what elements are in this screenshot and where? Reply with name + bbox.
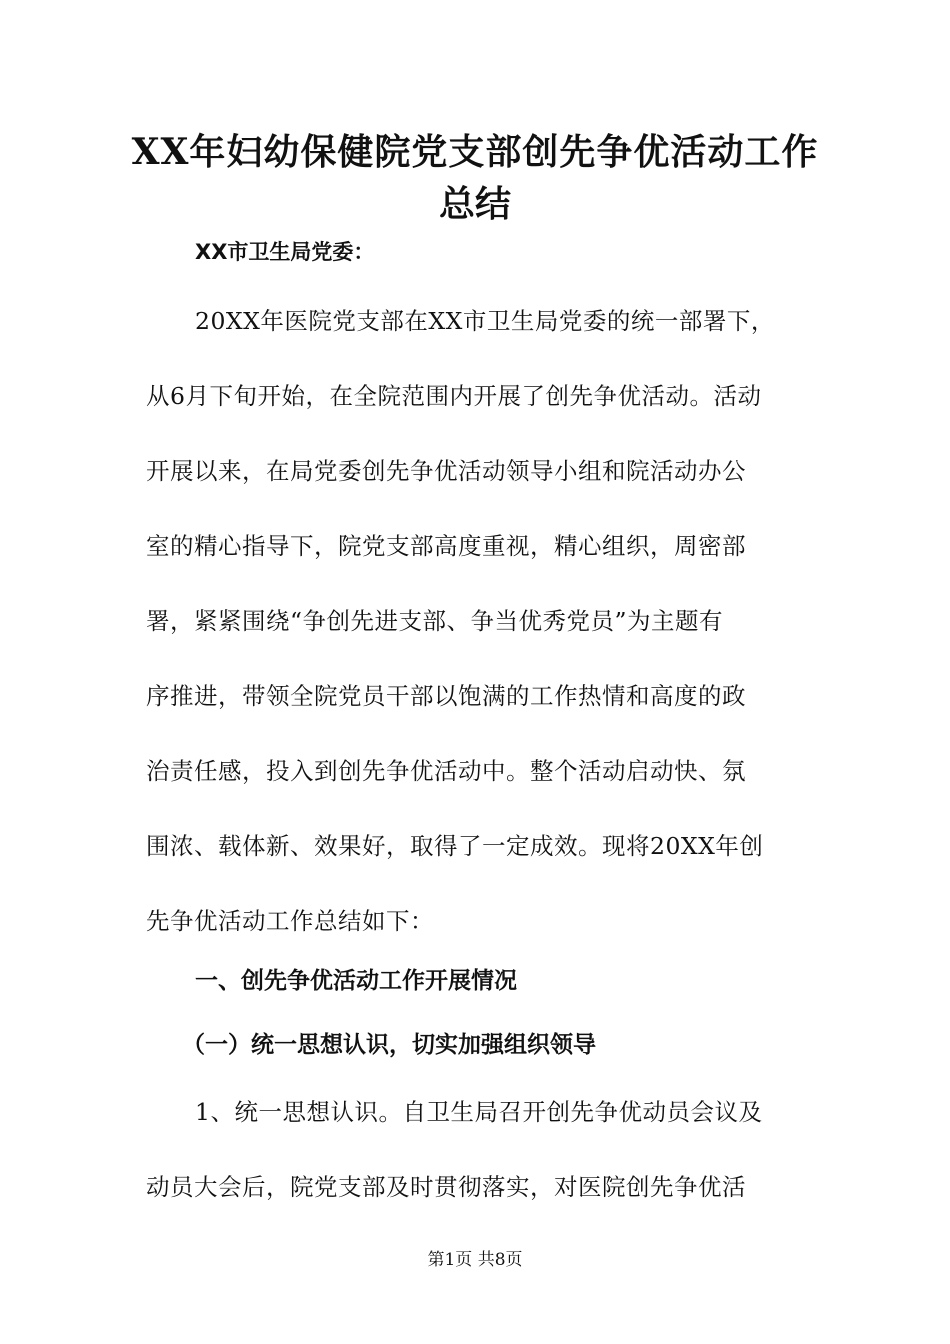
paragraph-1-line: 室的精心指导下，院党支部高度重视，精心组织，周密部 xyxy=(146,532,746,560)
paragraph-2-line: 动员大会后，院党支部及时贯彻落实，对医院创先争优活 xyxy=(146,1173,746,1201)
salutation: XX市卫生局党委： xyxy=(195,240,375,264)
paragraph-1-line: 从6月下旬开始，在全院范围内开展了创先争优活动。活动 xyxy=(146,382,762,410)
document-title-line-2: 总结 xyxy=(438,183,511,225)
page-number-footer: 第1页 共8页 xyxy=(427,1250,523,1270)
subsection-1-heading: （一）统一思想认识，切实加强组织领导 xyxy=(182,1032,596,1058)
paragraph-1-line: 序推进，带领全院党员干部以饱满的工作热情和高度的政 xyxy=(146,682,746,710)
paragraph-1-line: 署，紧紧围绕“争创先进支部、争当优秀党员”为主题有 xyxy=(146,607,724,635)
section-1-heading: 一、创先争优活动工作开展情况 xyxy=(195,968,517,994)
paragraph-1-line: 围浓、载体新、效果好，取得了一定成效。现将20XX年创 xyxy=(146,832,764,860)
document-title-line-1: XX年妇幼保健院党支部创先争优活动工作 xyxy=(131,131,819,173)
paragraph-1-line: 治责任感，投入到创先争优活动中。整个活动启动快、氛 xyxy=(146,757,746,785)
paragraph-1-line: 开展以来，在局党委创先争优活动领导小组和院活动办公 xyxy=(146,457,746,485)
paragraph-1-line: 20XX年医院党支部在XX市卫生局党委的统一部署下， xyxy=(195,307,775,335)
paragraph-1-line: 先争优活动工作总结如下： xyxy=(146,907,434,935)
paragraph-2-line: 1、统一思想认识。自卫生局召开创先争优动员会议及 xyxy=(195,1098,763,1126)
